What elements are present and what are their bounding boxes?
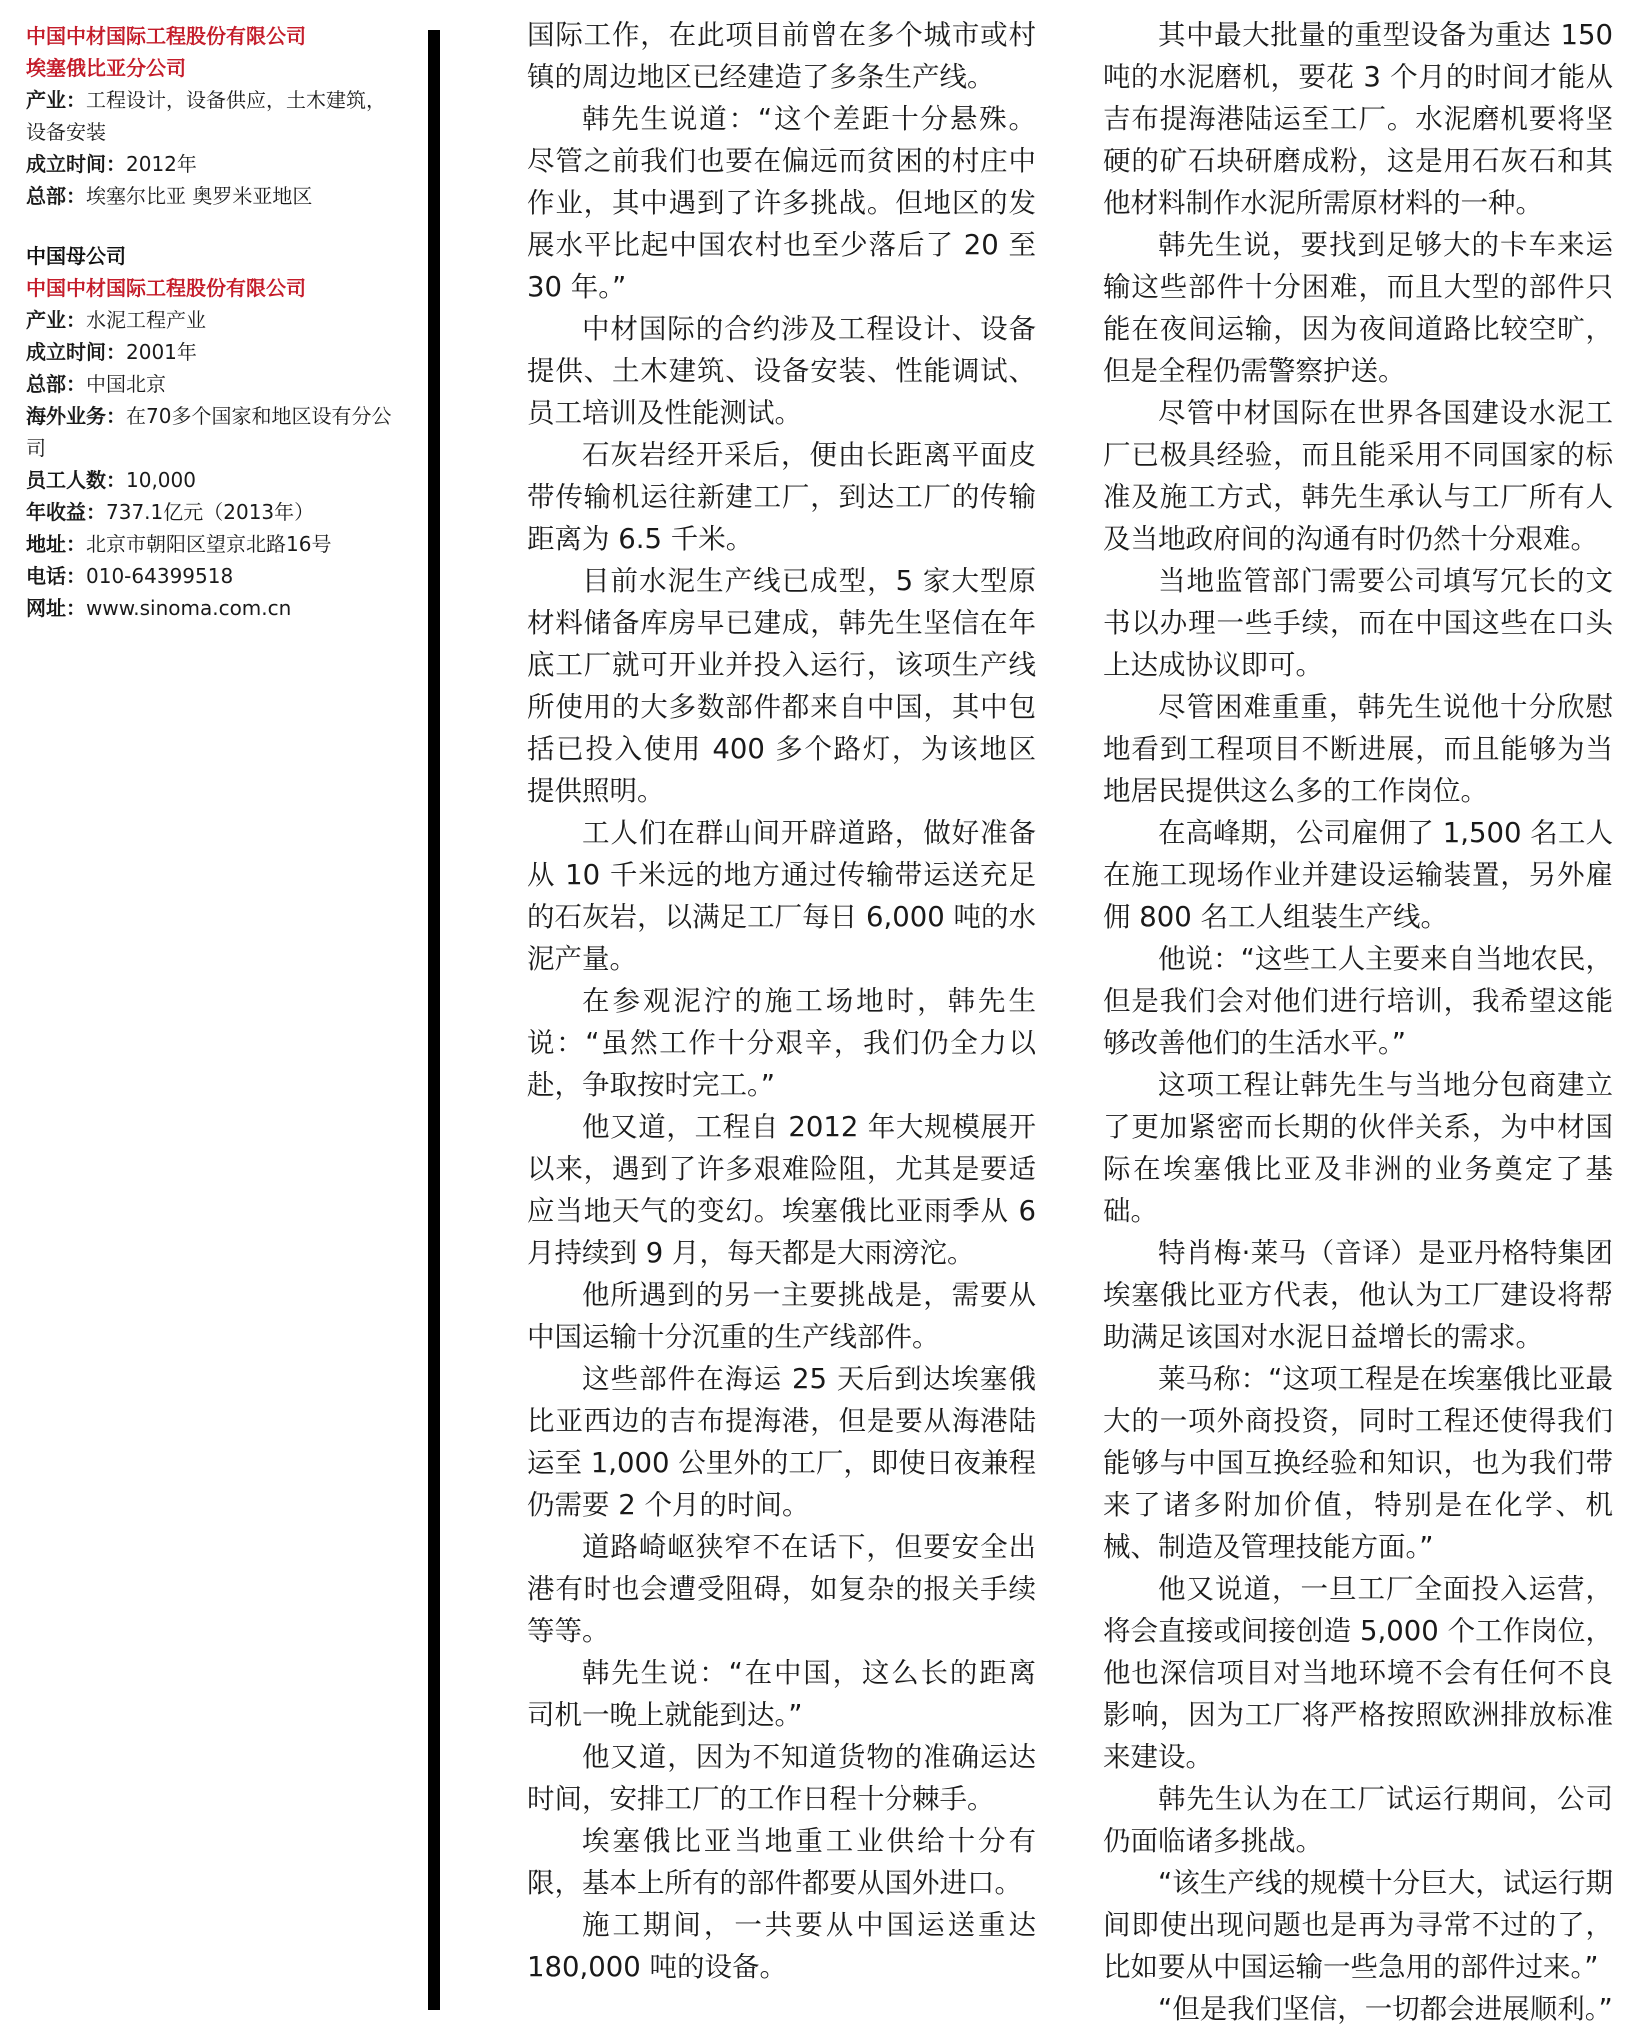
article-paragraph: 尽管中材国际在世界各国建设水泥工厂已极具经验，而且能采用不同国家的标准及施工方式，韩先生承认与工厂所有人及当地政府间的沟通有时仍然十分艰难。 bbox=[1103, 397, 1613, 555]
article-paragraph: 韩先生说道：“这个差距十分悬殊。尽管之前我们也要在偏远而贫困的村庄中作业，其中遇到了许多挑战。但地区的发展水平比起中国农村也至少落后了 20 至 30 年。” bbox=[527, 103, 1036, 303]
column-divider-bar bbox=[428, 30, 440, 2010]
subsidiary-profile bbox=[26, 20, 398, 212]
article-paragraph: 道路崎岖狭窄不在话下，但要安全出港有时也会遭受阻碍，如复杂的报关手续等等。 bbox=[527, 1531, 1036, 1647]
subsidiary-name-line2: 埃塞俄比亚分公司 bbox=[26, 56, 186, 80]
article-paragraph: 石灰岩经开采后，便由长距离平面皮带传输机运往新建工厂，到达工厂的传输距离为 6.5 千米。 bbox=[527, 439, 1036, 555]
parent-headquarters bbox=[26, 368, 398, 400]
article-paragraph: 中材国际的合约涉及工程设计、设备提供、土木建筑、设备安装、性能调试、员工培训及性能测试。 bbox=[527, 313, 1036, 429]
article-paragraph: 国际工作，在此项目前曾在多个城市或村镇的周边地区已经建造了多条生产线。 bbox=[527, 19, 1036, 93]
field-label: 成立时间： bbox=[26, 340, 126, 364]
field-value: 中国北京 bbox=[86, 372, 166, 396]
field-label: 产业： bbox=[26, 88, 86, 112]
field-label: 员工人数： bbox=[26, 468, 126, 492]
article-paragraph: 这项工程让韩先生与当地分包商建立了更加紧密而长期的伙伴关系，为中材国际在埃塞俄比亚及非洲的业务奠定了基础。 bbox=[1103, 1069, 1613, 1227]
article-paragraph: 施工期间，一共要从中国运送重达 180,000 吨的设备。 bbox=[527, 1909, 1036, 1983]
subsidiary-headquarters bbox=[26, 180, 398, 212]
parent-phone bbox=[26, 560, 398, 592]
article-paragraph: 他又说道，一旦工厂全面投入运营，将会直接或间接创造 5,000 个工作岗位，他也深信项目对当地环境不会有任何不良影响，因为工厂将严格按照欧洲排放标准来建设。 bbox=[1103, 1573, 1613, 1773]
article-paragraph: 韩先生说：“在中国，这么长的距离司机一晚上就能到达。” bbox=[527, 1657, 1036, 1731]
field-value: 2001年 bbox=[126, 340, 197, 364]
parent-industry bbox=[26, 304, 398, 336]
article-paragraph: 韩先生认为在工厂试运行期间，公司仍面临诸多挑战。 bbox=[1103, 1783, 1613, 1857]
article-paragraph: 在高峰期，公司雇佣了 1,500 名工人在施工现场作业并建设运输装置，另外雇佣 800 名工人组装生产线。 bbox=[1103, 817, 1613, 933]
article-paragraph: 埃塞俄比亚当地重工业供给十分有限，基本上所有的部件都要从国外进口。 bbox=[527, 1825, 1036, 1899]
article-paragraph: 韩先生说，要找到足够大的卡车来运输这些部件十分困难，而且大型的部件只能在夜间运输，因为夜间道路比较空旷，但是全程仍需警察护送。 bbox=[1103, 229, 1613, 387]
article-paragraph: 特肖梅·莱马（音译）是亚丹格特集团埃塞俄比亚方代表，他认为工厂建设将帮助满足该国对水泥日益增长的需求。 bbox=[1103, 1237, 1613, 1353]
article-column-2 bbox=[1103, 14, 1613, 2030]
article-paragraph: 他又道，因为不知道货物的准确运达时间，安排工厂的工作日程十分棘手。 bbox=[527, 1741, 1036, 1815]
parent-website bbox=[26, 592, 398, 624]
article-paragraph: 当地监管部门需要公司填写冗长的文书以办理一些手续，而在中国这些在口头上达成协议即可。 bbox=[1103, 565, 1613, 681]
article-paragraph: 工人们在群山间开辟道路，做好准备从 10 千米远的地方通过传输带运送充足的石灰岩，以满足工厂每日 6,000 吨的水泥产量。 bbox=[527, 817, 1036, 975]
article-paragraph: “但是我们坚信，一切都会进展顺利。” bbox=[1158, 1993, 1613, 2025]
field-label: 产业： bbox=[26, 308, 86, 332]
parent-founded bbox=[26, 336, 398, 368]
field-label: 网址： bbox=[26, 596, 86, 620]
field-value: 10,000 bbox=[126, 468, 196, 492]
article-column-1 bbox=[527, 14, 1036, 1988]
field-label: 总部： bbox=[26, 184, 86, 208]
subsidiary-industry bbox=[26, 84, 398, 148]
field-label: 总部： bbox=[26, 372, 86, 396]
field-value: 工程设计，设备供应，土木建筑，设备安装 bbox=[26, 88, 386, 144]
article-paragraph: 尽管困难重重，韩先生说他十分欣慰地看到工程项目不断进展，而且能够为当地居民提供这么多的工作岗位。 bbox=[1103, 691, 1613, 807]
field-value: 在70多个国家和地区设有分公司 bbox=[26, 404, 392, 460]
field-value: 2012年 bbox=[126, 152, 197, 176]
subsidiary-name-line1: 中国中材国际工程股份有限公司 bbox=[26, 24, 306, 48]
field-value: 埃塞尔比亚 奥罗米亚地区 bbox=[86, 184, 313, 208]
field-label: 成立时间： bbox=[26, 152, 126, 176]
field-value: www.sinoma.com.cn bbox=[86, 596, 292, 620]
company-profile-sidebar bbox=[26, 20, 398, 652]
parent-section-title: 中国母公司 bbox=[26, 244, 126, 268]
field-value: 010-64399518 bbox=[86, 564, 234, 588]
field-value: 737.1亿元（2013年） bbox=[106, 500, 315, 524]
subsidiary-founded bbox=[26, 148, 398, 180]
article-paragraph: 目前水泥生产线已成型，5 家大型原材料储备库房早已建成，韩先生坚信在年底工厂就可开业并投入运行，该项生产线所使用的大多数部件都来自中国，其中包括已投入使用 400 多个路灯，为该地区提供照明。 bbox=[527, 565, 1036, 807]
article-paragraph: 其中最大批量的重型设备为重达 150 吨的水泥磨机，要花 3 个月的时间才能从吉布提海港陆运至工厂。水泥磨机要将坚硬的矿石块研磨成粉，这是用石灰石和其他材料制作水泥所需原材料的一种。 bbox=[1103, 19, 1613, 219]
parent-revenue bbox=[26, 496, 398, 528]
article-paragraph: 在参观泥泞的施工场地时，韩先生说：“虽然工作十分艰辛，我们仍全力以赴，争取按时完工。” bbox=[527, 985, 1036, 1101]
parent-company-name: 中国中材国际工程股份有限公司 bbox=[26, 276, 306, 300]
parent-employees bbox=[26, 464, 398, 496]
field-label: 地址： bbox=[26, 532, 86, 556]
field-value: 水泥工程产业 bbox=[86, 308, 206, 332]
field-label: 电话： bbox=[26, 564, 86, 588]
parent-overseas bbox=[26, 400, 398, 464]
parent-address bbox=[26, 528, 398, 560]
article-paragraph: 他又道，工程自 2012 年大规模展开以来，遇到了许多艰难险阻，尤其是要适应当地天气的变幻。埃塞俄比亚雨季从 6 月持续到 9 月，每天都是大雨滂沱。 bbox=[527, 1111, 1036, 1269]
article-paragraph: “该生产线的规模十分巨大，试运行期间即使出现问题也是再为寻常不过的了，比如要从中国运输一些急用的部件过来。” bbox=[1103, 1867, 1613, 1983]
parent-company-profile bbox=[26, 240, 398, 624]
article-paragraph: 莱马称：“这项工程是在埃塞俄比亚最大的一项外商投资，同时工程还使得我们能够与中国互换经验和知识，也为我们带来了诸多附加价值，特别是在化学、机械、制造及管理技能方面。” bbox=[1103, 1363, 1613, 1563]
field-label: 海外业务： bbox=[26, 404, 126, 428]
article-paragraph: 他所遇到的另一主要挑战是，需要从中国运输十分沉重的生产线部件。 bbox=[527, 1279, 1036, 1353]
field-label: 年收益： bbox=[26, 500, 106, 524]
field-value: 北京市朝阳区望京北路16号 bbox=[86, 532, 332, 556]
article-paragraph: 这些部件在海运 25 天后到达埃塞俄比亚西边的吉布提海港，但是要从海港陆运至 1,000 公里外的工厂，即使日夜兼程仍需要 2 个月的时间。 bbox=[527, 1363, 1036, 1521]
article-paragraph: 他说：“这些工人主要来自当地农民，但是我们会对他们进行培训，我希望这能够改善他们的生活水平。” bbox=[1103, 943, 1613, 1059]
